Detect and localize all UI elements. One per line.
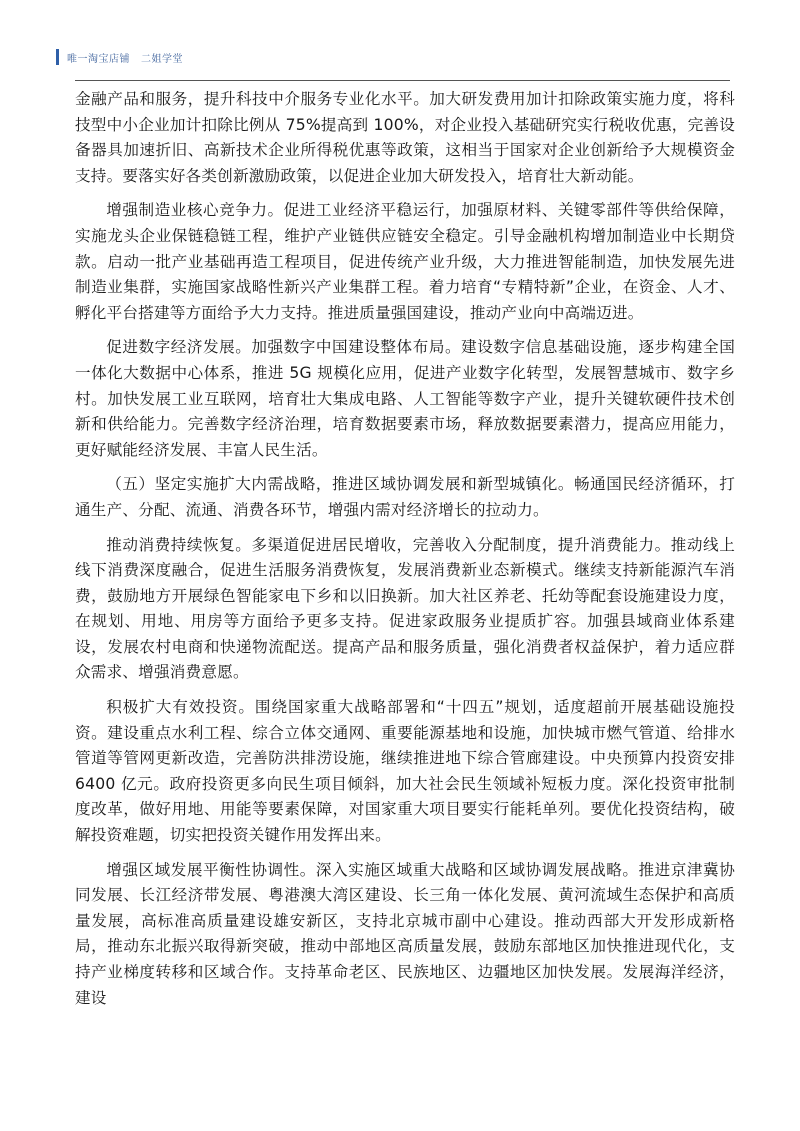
paragraph: 积极扩大有效投资。围绕国家重大战略部署和“十四五”规划，适度超前开展基础设施投资。建设重点水利工程、综合立体交通网、重要能源基地和设施，加快城市燃气管道、给排水管道等管网更新改造，完善防洪排涝设施，继续推进地下综合管廊建设。中央预算内投资安排6400 亿元。政府投资更多向民生项目倾斜，加大社会民生领域补短板力度。深化投资审批制度改革，做好用地、用能等要素保障，对国家重大项目要实行能耗单列。要优化投资结构，破解投资难题，切实把投资关键作用发挥出来。 xyxy=(75,698,735,845)
paragraph: 推动消费持续恢复。多渠道促进居民增收，完善收入分配制度，提升消费能力。推动线上线下消费深度融合，促进生活服务消费恢复，发展消费新业态新模式。继续支持新能源汽车消费，鼓励地方开展绿色智能家电下乡和以旧换新。加大社区养老、托幼等配套设施建设力度，在规划、用地、用房等方面给予更多支持。促进家政服务业提质扩容。加强县域商业体系建设，发展农村电商和快递物流配送。提高产品和服务质量，强化消费者权益保护，着力适应群众需求、增强消费意愿。 xyxy=(75,535,735,682)
header-divider xyxy=(75,80,730,81)
paragraph: 金融产品和服务，提升科技中介服务专业化水平。加大研发费用加计扣除政策实施力度，将科技型中小企业加计扣除比例从 75%提高到 100%，对企业投入基础研究实行税收优惠，完善设备器具加速折旧、高新技术企业所得税优惠等政策，这相当于国家对企业创新给予大规模资金支持。要落实好各类创新激励政策，以促进企业加大研发投入，培育壮大新动能。 xyxy=(75,90,735,185)
header-accent-bar xyxy=(56,49,59,65)
page-header xyxy=(56,46,183,68)
header-text: 唯一淘宝店铺 二姐学堂 xyxy=(67,53,184,65)
document-body xyxy=(75,87,735,1020)
paragraph: 增强区域发展平衡性协调性。深入实施区域重大战略和区域协调发展战略。推进京津冀协同发展、长江经济带发展、粤港澳大湾区建设、长三角一体化发展、黄河流域生态保护和高质量发展，高标准高质量建设雄安新区，支持北京城市副中心建设。推动西部大开发形成新格局，推动东北振兴取得新突破，推动中部地区高质量发展，鼓励东部地区加快推进现代化，支持产业梯度转移和区域合作。支持革命老区、民族地区、边疆地区加快发展。发展海洋经济，建设 xyxy=(75,860,735,1007)
paragraph: （五）坚定实施扩大内需战略，推进区域协调发展和新型城镇化。畅通国民经济循环，打通生产、分配、流通、消费各环节，增强内需对经济增长的拉动力。 xyxy=(75,475,735,519)
paragraph: 增强制造业核心竞争力。促进工业经济平稳运行，加强原材料、关键零部件等供给保障，实施龙头企业保链稳链工程，维护产业链供应链安全稳定。引导金融机构增加制造业中长期贷款。启动一批产业基础再造工程项目，促进传统产业升级，大力推进智能制造，加快发展先进制造业集群，实施国家战略性新兴产业集群工程。着力培育“专精特新”企业，在资金、人才、孵化平台搭建等方面给予大力支持。推进质量强国建设，推动产业向中高端迈进。 xyxy=(75,201,735,322)
paragraph: 促进数字经济发展。加强数字中国建设整体布局。建设数字信息基础设施，逐步构建全国一体化大数据中心体系，推进 5G 规模化应用，促进产业数字化转型，发展智慧城市、数字乡村。加快发展工业互联网，培育壮大集成电路、人工智能等数字产业，提升关键软硬件技术创新和供给能力。完善数字经济治理，培育数据要素市场，释放数据要素潜力，提高应用能力，更好赋能经济发展、丰富人民生活。 xyxy=(75,338,735,459)
